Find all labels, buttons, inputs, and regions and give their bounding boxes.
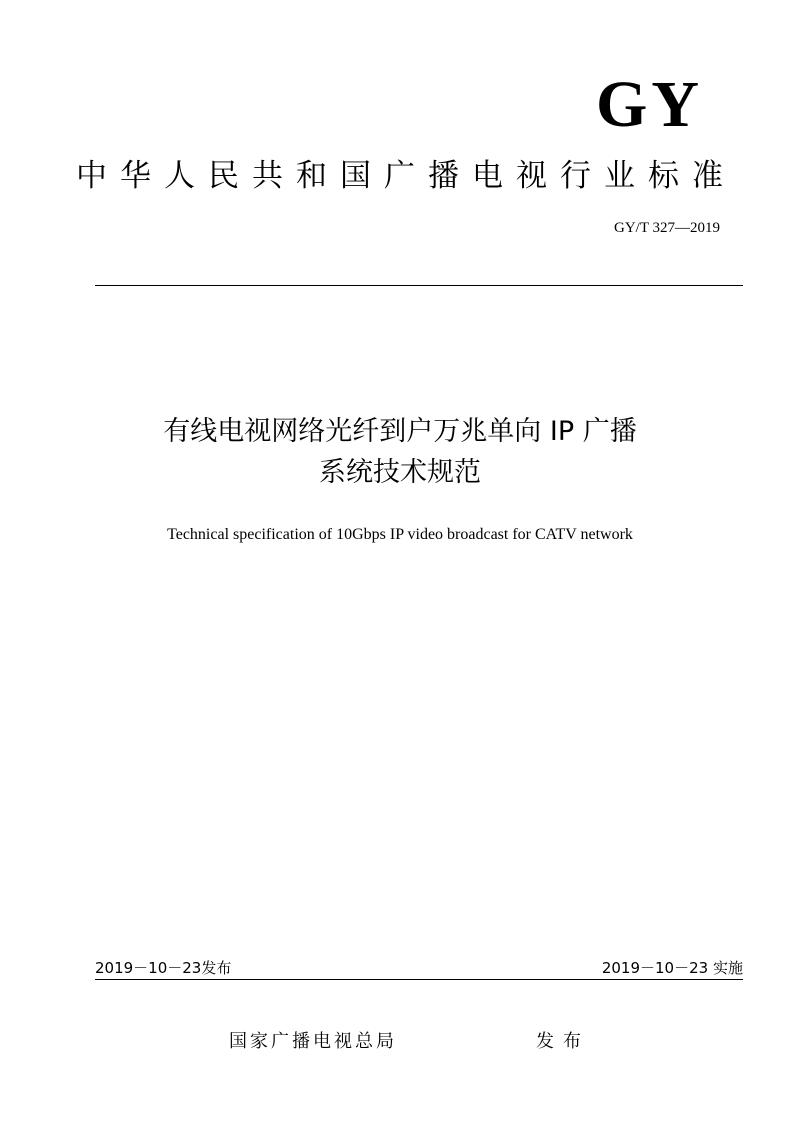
publish-label: 发布 bbox=[536, 1031, 590, 1052]
issue-date: 2019－10－23 bbox=[95, 959, 202, 977]
implementation-date-block bbox=[602, 958, 743, 978]
english-title: Technical specification of 10Gbps IP video broadcast for CATV network bbox=[167, 526, 633, 543]
title-line-1: 有线电视网络光纤到户万兆单向 IP 广播 bbox=[163, 416, 637, 447]
gy-logo: GY bbox=[596, 68, 703, 141]
implementation-label: 实施 bbox=[712, 959, 743, 977]
issue-label: 发布 bbox=[201, 959, 232, 977]
issuer-heading: 中华人民共和国广播电视行业标准 bbox=[76, 158, 736, 194]
implementation-date: 2019－10－23 bbox=[601, 959, 709, 977]
title-line-2: 系统技术规范 bbox=[319, 457, 481, 488]
issue-date-block bbox=[95, 958, 231, 978]
standard-code: GY/T 327—2019 bbox=[614, 220, 720, 236]
top-divider bbox=[95, 285, 743, 286]
publisher-name: 国家广播电视总局 bbox=[229, 1031, 397, 1052]
bottom-divider bbox=[95, 979, 743, 980]
